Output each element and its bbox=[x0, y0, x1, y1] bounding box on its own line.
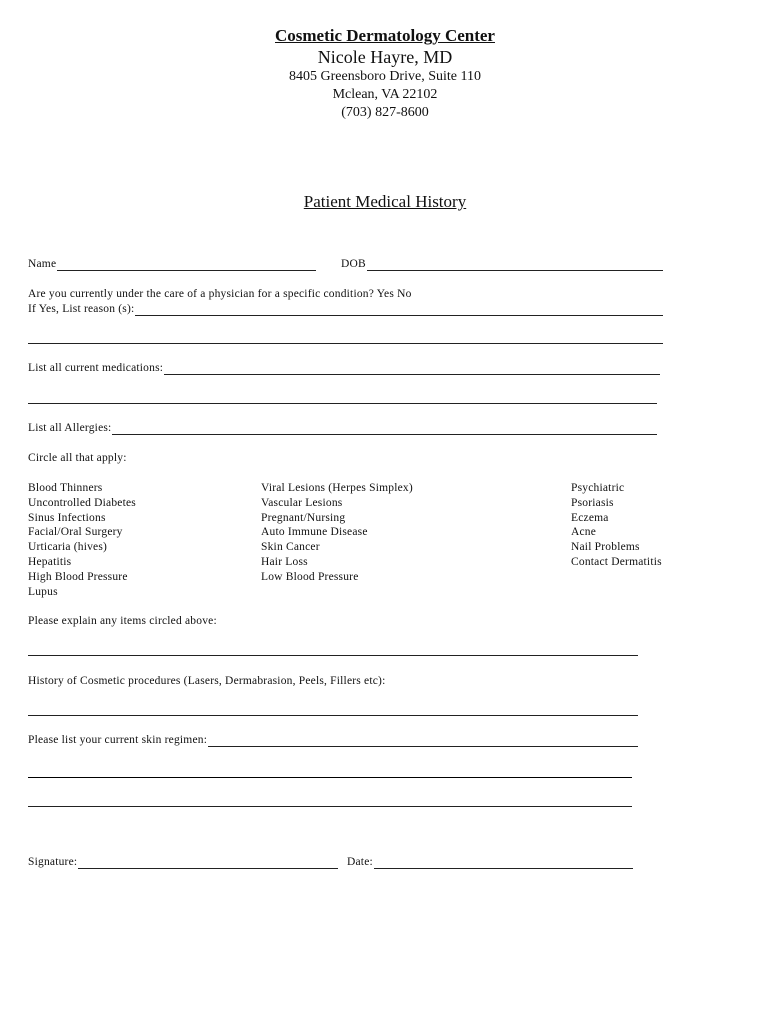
if-yes-label: If Yes, List reason (s): bbox=[28, 303, 135, 315]
allergies-field[interactable] bbox=[28, 421, 657, 435]
condition-item[interactable]: Skin Cancer bbox=[261, 541, 320, 554]
dob-line[interactable] bbox=[367, 259, 663, 271]
dob-field[interactable] bbox=[341, 257, 663, 271]
medications-field[interactable] bbox=[28, 361, 660, 375]
signature-line[interactable] bbox=[78, 857, 338, 869]
date-line[interactable] bbox=[374, 857, 633, 869]
if-yes-field[interactable] bbox=[28, 302, 663, 316]
allergies-label: List all Allergies: bbox=[28, 422, 112, 434]
condition-item[interactable]: Nail Problems bbox=[571, 541, 640, 554]
condition-item[interactable]: Psychiatric bbox=[571, 482, 625, 494]
medications-label: List all current medications: bbox=[28, 362, 164, 374]
condition-item[interactable]: Hair Loss bbox=[261, 555, 308, 568]
condition-item[interactable]: Contact Dermatitis bbox=[571, 555, 662, 568]
condition-item[interactable]: Acne bbox=[571, 526, 597, 539]
condition-item[interactable]: Low Blood Pressure bbox=[261, 570, 359, 583]
skin-regimen-label: Please list your current skin regimen: bbox=[28, 734, 208, 746]
skin-regimen-line[interactable] bbox=[208, 735, 638, 747]
condition-item[interactable]: Sinus Infections bbox=[28, 511, 106, 524]
skin-regimen-field[interactable] bbox=[28, 733, 638, 747]
condition-item[interactable]: Psoriasis bbox=[571, 496, 614, 509]
cosmetic-history-line[interactable] bbox=[28, 715, 638, 716]
doctor-name: Nicole Hayre, MD bbox=[317, 47, 453, 67]
condition-item[interactable]: Urticaria (hives) bbox=[28, 541, 108, 554]
clinic-name: Cosmetic Dermatology Center bbox=[275, 26, 495, 45]
name-line[interactable] bbox=[57, 259, 316, 271]
condition-item[interactable]: Eczema bbox=[571, 511, 609, 524]
date-label: Date: bbox=[347, 856, 373, 868]
address-line-2: Mclean, VA 22102 bbox=[332, 87, 438, 102]
condition-item[interactable]: Viral Lesions (Herpes Simplex) bbox=[261, 482, 413, 494]
cosmetic-history-label: History of Cosmetic procedures (Lasers, Dermabrasion, Peels, Fillers etc): bbox=[28, 675, 386, 687]
condition-item[interactable]: Lupus bbox=[28, 585, 58, 598]
skin-regimen-extra-line-1[interactable] bbox=[28, 777, 632, 778]
form-title: Patient Medical History bbox=[303, 192, 467, 211]
condition-item[interactable]: Facial/Oral Surgery bbox=[28, 526, 123, 539]
condition-item[interactable]: Hepatitis bbox=[28, 555, 72, 568]
condition-item[interactable]: Pregnant/Nursing bbox=[261, 511, 346, 524]
explain-label: Please explain any items circled above: bbox=[28, 615, 217, 627]
condition-item[interactable]: Blood Thinners bbox=[28, 482, 103, 494]
conditions-column-1 bbox=[28, 481, 136, 599]
allergies-line[interactable] bbox=[112, 423, 657, 435]
dob-label: DOB bbox=[341, 258, 366, 270]
medications-extra-line[interactable] bbox=[28, 403, 657, 404]
phone-number: (703) 827-8600 bbox=[341, 105, 429, 120]
conditions-column-2 bbox=[261, 481, 413, 585]
condition-item[interactable]: Auto Immune Disease bbox=[261, 526, 368, 539]
name-field[interactable] bbox=[28, 257, 316, 271]
signature-label: Signature: bbox=[28, 856, 78, 868]
letterhead bbox=[0, 26, 770, 122]
physician-question: Are you currently under the care of a physician for a specific condition? Yes No bbox=[28, 288, 412, 300]
address-line-1: 8405 Greensboro Drive, Suite 110 bbox=[289, 69, 481, 84]
signature-field[interactable] bbox=[28, 855, 338, 869]
if-yes-line[interactable] bbox=[135, 304, 663, 316]
condition-item[interactable]: High Blood Pressure bbox=[28, 570, 128, 583]
conditions-column-3 bbox=[571, 481, 662, 570]
skin-regimen-extra-line-2[interactable] bbox=[28, 806, 632, 807]
date-field[interactable] bbox=[347, 855, 633, 869]
explain-line[interactable] bbox=[28, 655, 638, 656]
if-yes-extra-line[interactable] bbox=[28, 343, 663, 344]
condition-item[interactable]: Vascular Lesions bbox=[261, 496, 343, 509]
condition-item[interactable]: Uncontrolled Diabetes bbox=[28, 496, 136, 509]
medications-line[interactable] bbox=[164, 363, 660, 375]
name-label: Name bbox=[28, 258, 57, 270]
circle-instruction: Circle all that apply: bbox=[28, 452, 127, 464]
